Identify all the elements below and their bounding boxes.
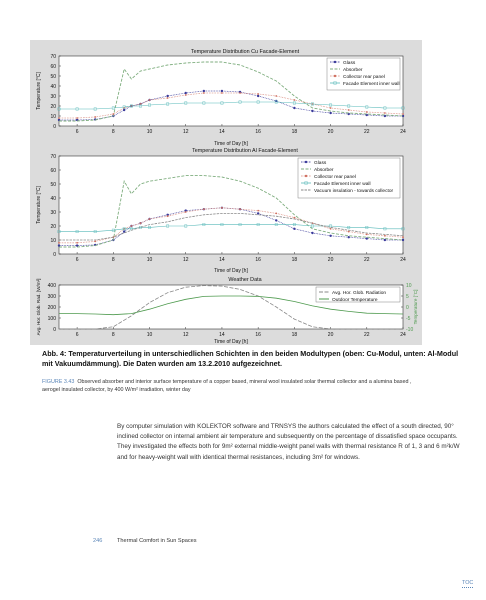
data-point: [166, 95, 168, 97]
x-tick-label: 10: [146, 129, 153, 135]
x-tick-label: 18: [291, 257, 298, 263]
y-tick-label: 10: [50, 237, 56, 244]
data-point: [203, 92, 205, 94]
y-tick-label: 40: [50, 83, 56, 90]
data-point: [275, 213, 277, 215]
data-point: [221, 92, 223, 94]
data-point: [221, 90, 223, 92]
data-point: [275, 95, 277, 97]
y-axis-label: Temperature [°C]: [36, 72, 42, 110]
legend-label: Collector rear panel: [343, 74, 385, 80]
y-tick-label: 300: [47, 293, 56, 300]
data-point: [185, 94, 187, 96]
body-paragraph: By computer simulation with KOLEKTOR software and TRNSYS the authors calculated the effect of a south directed, 90° inclined collector on internal ambient air temperature and subsequently on the percentage of dissatisfied space occupants. They investigated the effects both for 9m² external middle-weight panel walls with thermal resistance R of 1, 3 and 6 m²k/W and for heavy-weight wall with identical thermal resistances, including 3m² for windows.: [117, 423, 460, 461]
x-tick-label: 8: [111, 129, 115, 135]
legend: [298, 158, 400, 198]
x-tick-label: 6: [75, 129, 79, 135]
data-point: [58, 244, 60, 246]
x-tick-label: 8: [111, 257, 115, 263]
data-point: [329, 112, 331, 114]
data-point: [257, 95, 259, 97]
x-tick-label: 24: [400, 257, 406, 263]
y-tick-label: 0: [53, 326, 56, 333]
data-point: [366, 111, 368, 113]
data-point: [185, 92, 187, 94]
legend-label: Facade Element inner wall: [343, 81, 400, 87]
figure-caption: [42, 379, 422, 394]
data-point: [293, 107, 295, 109]
data-point: [123, 109, 125, 111]
data-point: [293, 228, 295, 230]
y-right-tick-label: -5: [406, 315, 411, 322]
data-point: [149, 218, 151, 220]
section-title: Thermal Comfort in Sun Spaces: [117, 538, 197, 544]
chart-title: Weather Data: [228, 277, 262, 283]
x-tick-label: 22: [364, 332, 370, 338]
y-tick-label: 20: [50, 223, 56, 230]
data-point: [167, 215, 169, 217]
data-point: [239, 92, 241, 94]
page-number: 246: [93, 538, 103, 544]
y-tick-label: 10: [50, 113, 56, 120]
x-tick-label: 22: [364, 129, 370, 135]
x-tick-label: 10: [146, 257, 153, 263]
y-right-tick-label: -10: [406, 326, 414, 333]
data-point: [347, 236, 349, 238]
legend-label: Outdoor Temperature: [332, 297, 378, 303]
y-tick-label: 50: [50, 181, 56, 188]
data-point: [257, 210, 259, 212]
data-point: [293, 99, 295, 101]
data-point: [366, 237, 368, 239]
data-point: [58, 242, 60, 244]
legend-marker: [305, 175, 307, 177]
x-tick-label: 6: [75, 332, 79, 338]
data-point: [402, 113, 404, 115]
data-point: [185, 211, 187, 213]
y-tick-label: 30: [50, 209, 56, 216]
y-axis-label: Avg. Hor. Glob. Rad. [W/m²]: [36, 278, 41, 336]
x-tick-label: 14: [219, 257, 225, 263]
x-tick-label: 22: [364, 257, 370, 263]
x-tick-label: 24: [400, 129, 406, 135]
data-point: [330, 107, 332, 109]
data-point: [112, 113, 114, 115]
legend-label: Facade Element inner wall: [314, 181, 371, 187]
data-point: [275, 219, 277, 221]
legend-marker: [334, 61, 336, 63]
figure-label: FIGURE 3.43: [42, 379, 75, 385]
data-point: [311, 110, 313, 112]
x-tick-label: 14: [219, 332, 225, 338]
legend-label: Collector rear panel: [314, 174, 356, 180]
data-point: [330, 228, 332, 230]
data-point: [402, 236, 404, 238]
toc-link[interactable]: TOC: [462, 580, 474, 586]
legend: [327, 58, 400, 90]
data-point: [384, 112, 386, 114]
y-tick-label: 60: [50, 167, 56, 174]
y-right-tick-label: 10: [406, 282, 412, 289]
y-axis-label: Temperature [°C]: [36, 186, 42, 224]
x-tick-label: 10: [146, 332, 153, 338]
data-point: [94, 241, 96, 243]
data-point: [329, 235, 331, 237]
chart-title: Temperature Distribution Al Facade-Element: [192, 148, 298, 154]
data-point: [348, 231, 350, 233]
data-point: [131, 225, 133, 227]
legend-label: Avg. Hor. Glob. Radiation: [332, 290, 387, 296]
data-point: [140, 222, 142, 224]
data-point: [76, 244, 78, 246]
y-tick-label: 400: [47, 282, 56, 289]
x-tick-label: 18: [291, 129, 298, 135]
data-point: [257, 93, 259, 95]
data-point: [76, 117, 78, 119]
data-point: [311, 232, 313, 234]
german-caption: Abb. 4: Temperaturverteilung in unterschiedlichen Schichten in den beiden Modultypen (oben: Cu-Modul, unten: Al-Modul mit Vakuumdämmung). Die Daten wurden am 13.2.2010 aufgezeichnet.: [42, 349, 459, 368]
y-tick-label: 60: [50, 63, 56, 70]
y-tick-label: 70: [50, 53, 56, 60]
data-point: [221, 207, 223, 209]
y-tick-label: 0: [53, 123, 56, 130]
figure-caption-text: Observed absorber and interior surface temperature of a copper based, mineral wool insulated solar thermal collector and a alumina based , aerogel insulated collector, by 400 W/m² irradiation, winter day: [42, 379, 412, 393]
x-tick-label: 12: [182, 257, 189, 263]
chart-title: Temperature Distribution Cu Facade-Element: [190, 49, 300, 55]
legend-marker: [334, 75, 336, 77]
y-tick-label: 100: [47, 315, 56, 322]
y-tick-label: 30: [50, 93, 56, 100]
data-point: [58, 117, 60, 119]
x-tick-label: 12: [182, 129, 189, 135]
data-point: [402, 239, 404, 241]
x-tick-label: 16: [255, 257, 261, 263]
y-tick-label: 20: [50, 103, 56, 110]
legend-label: Absorber: [343, 67, 363, 73]
y-axis-label-right: Temperature [°C]: [413, 289, 418, 325]
data-point: [293, 217, 295, 219]
data-point: [257, 212, 259, 214]
data-point: [384, 235, 386, 237]
x-tick-label: 16: [255, 129, 261, 135]
data-point: [203, 208, 205, 210]
data-point: [203, 90, 205, 92]
x-tick-label: 16: [255, 332, 261, 338]
data-point: [239, 208, 241, 210]
y-tick-label: 200: [47, 304, 56, 311]
data-point: [348, 109, 350, 111]
data-point: [366, 234, 368, 236]
legend: [316, 287, 400, 303]
legend-marker: [305, 161, 307, 163]
x-tick-label: 6: [75, 257, 79, 263]
x-tick-label: 8: [111, 332, 115, 338]
data-point: [94, 116, 96, 118]
x-axis-label: Time of Day [h]: [214, 339, 248, 345]
x-tick-label: 20: [327, 332, 334, 338]
data-point: [76, 242, 78, 244]
y-right-tick-label: 0: [406, 304, 409, 311]
data-point: [167, 97, 169, 99]
data-point: [384, 239, 386, 241]
y-tick-label: 40: [50, 195, 56, 202]
x-tick-label: 12: [182, 332, 189, 338]
legend-label: Vacuum insulation - towards collector: [314, 188, 394, 194]
x-tick-label: 18: [291, 332, 298, 338]
y-tick-label: 0: [53, 251, 56, 258]
legend-label: Glass: [314, 160, 327, 166]
x-tick-label: 20: [327, 129, 334, 135]
x-axis-label: Time of Day [h]: [214, 268, 248, 274]
legend-label: Absorber: [314, 167, 334, 173]
y-tick-label: 50: [50, 73, 56, 80]
legend-label: Glass: [343, 60, 356, 66]
y-tick-label: 70: [50, 153, 56, 160]
x-axis-label: Time of Day [h]: [214, 141, 248, 147]
x-tick-label: 14: [219, 129, 225, 135]
x-tick-label: 20: [327, 257, 334, 263]
data-point: [149, 99, 151, 101]
y-right-tick-label: 5: [406, 293, 409, 300]
x-tick-label: 24: [400, 332, 406, 338]
